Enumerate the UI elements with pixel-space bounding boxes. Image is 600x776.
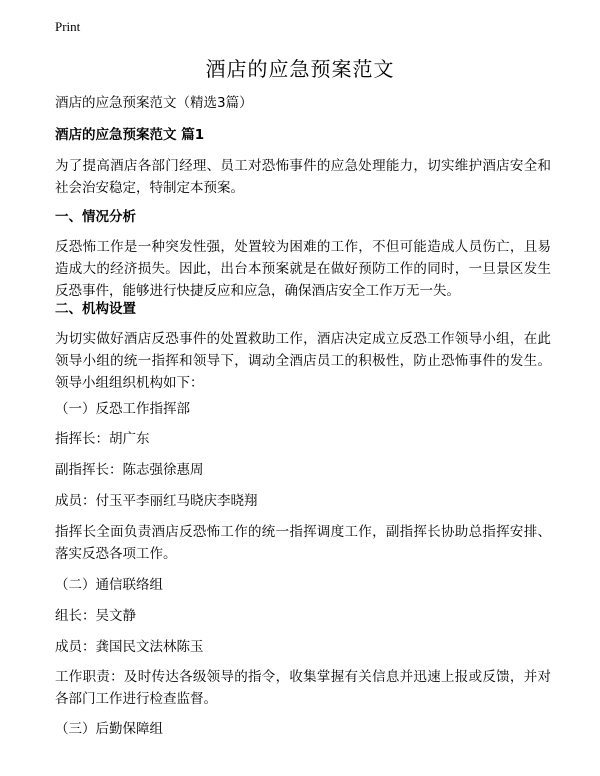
intro-paragraph: 为了提高酒店各部门经理、员工对恐怖事件的应急处理能力，切实维护酒店安全和社会治安稳定，特制定本预案。	[55, 158, 551, 196]
group1-title: （一）反恐工作指挥部	[55, 401, 190, 417]
heading-organization: 二、机构设置	[55, 301, 136, 317]
group2-members: 成员：龚国民文法林陈玉	[55, 639, 204, 655]
document-subtitle: 酒店的应急预案范文（精选3篇）	[55, 95, 253, 111]
heading-situation-analysis: 一、情况分析	[55, 209, 136, 225]
group1-duty: 指挥长全面负责酒店反恐怖工作的统一指挥调度工作，副指挥长协助总指挥安排、落实反恐各项工作。	[55, 524, 551, 562]
group1-commander: 指挥长：胡广东	[55, 431, 150, 447]
group2-title: （二）通信联络组	[55, 577, 163, 593]
document-title: 酒店的应急预案范文	[205, 57, 395, 81]
group1-members: 成员：付玉平李丽红马晓庆李晓翔	[55, 493, 258, 509]
print-link[interactable]: Print	[55, 19, 81, 34]
group3-title: （三）后勤保障组	[55, 721, 163, 737]
organization-paragraph: 为切实做好酒店反恐事件的处置救助工作，酒店决定成立反恐工作领导小组，在此领导小组的统一指挥和领导下，调动全酒店员工的积极性，防止恐怖事件的发生。领导小组组织机构如下：	[55, 331, 551, 391]
group2-duty: 工作职责：及时传达各级领导的指令，收集掌握有关信息并迅速上报或反馈，并对各部门工作进行检查监督。	[55, 669, 551, 707]
section-heading: 酒店的应急预案范文 篇1	[55, 127, 205, 143]
group2-leader: 组长：吴文静	[55, 608, 136, 624]
group1-deputy: 副指挥长：陈志强徐惠周	[55, 462, 204, 478]
situation-paragraph: 反恐怖工作是一种突发性强，处置较为困难的工作，不但可能造成人员伤亡，且易造成大的经济损失。因此，出台本预案就是在做好预防工作的同时，一旦景区发生反恐事件，能够进行快捷反应和应急，确保酒店安全工作万无一失。	[55, 239, 551, 299]
